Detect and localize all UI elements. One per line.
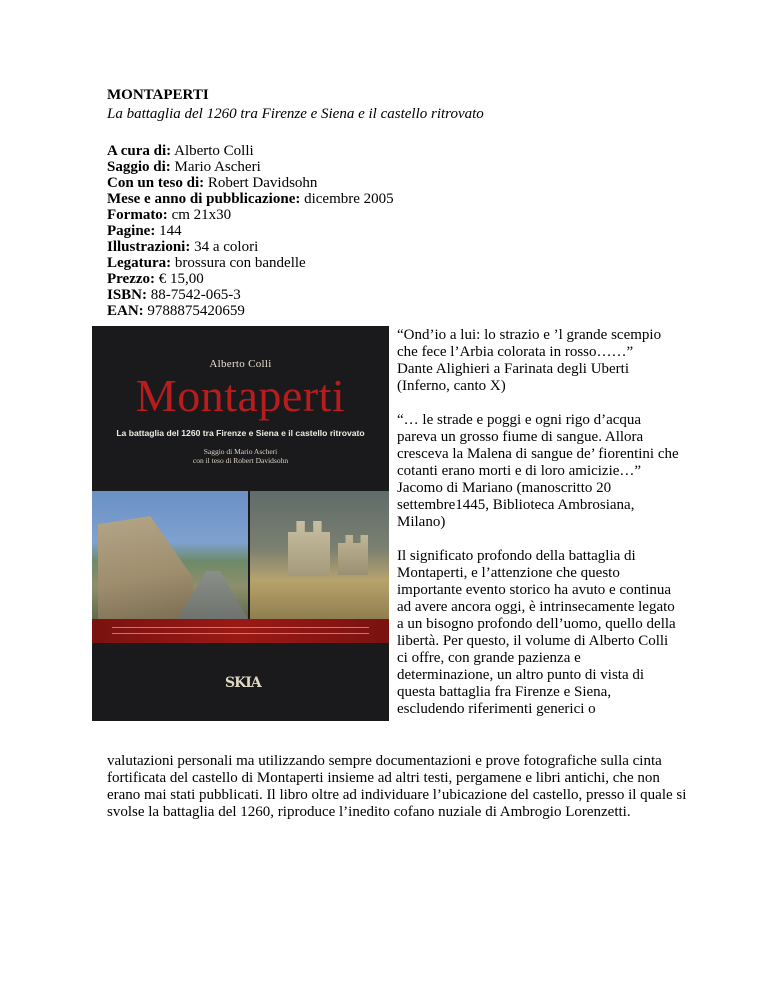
cover-credit-line: con il teso di Robert Davidsohn [192,456,289,465]
detail-row [107,191,394,207]
title-block [107,86,484,124]
detail-row [107,287,394,303]
detail-row [107,159,394,175]
cover-title: Montaperti [135,370,346,421]
detail-label: A cura di: [107,143,172,159]
cover-photo-wall [92,491,248,619]
castle-tower-shape [288,521,330,576]
detail-label: Illustrazioni: [107,239,191,255]
field-shape [250,579,389,619]
detail-row [107,255,394,271]
quote-source: Jacomo di Mariano (manoscritto 20 settembre1445, Biblioteca Ambrosiana, Milano) [397,480,635,530]
cover-credit-line: Saggio di Mario Ascheri [203,447,278,456]
detail-value: 9788875420659 [147,303,245,319]
detail-row [107,143,394,159]
book-cover-image [92,326,389,721]
cover-subtitle: La battaglia del 1260 tra Firenze e Siena e il castello ritrovato [116,428,365,438]
detail-label: Mese e anno di pubblicazione: [107,191,301,207]
detail-label: Pagine: [107,223,156,239]
quote-text: “… le strade e poggi e ogni rigo d’acqua pareva un grosso fiume di sangue. Allora cresceva la Malena di sangue de’ fiorentini che cotanti erano morti e di loro amicizie…” [397,412,679,479]
detail-row [107,175,394,191]
quote-text: “Ond’io a lui: lo strazio e ’l grande scempio che fece l’Arbia colorata in rosso……” [397,327,662,360]
detail-label: Formato: [107,207,168,223]
description-paragraph-start: Il significato profondo della battaglia di Montaperti, e l’attenzione che questo importante evento storico ha avuto e continua ad avere ancora oggi, è intrinsecamente legato a un bisogno profondo dell’uomo, quello della libertà. Per questo, il volume di Alberto Colli ci offre, con grande pazienza e determinazione, un altro punto di vista di questa battaglia fra Firenze e Siena, escludendo riferimenti generici o [397,548,676,717]
detail-value: Mario Ascheri [174,159,261,175]
detail-value: 144 [159,223,182,239]
quote-block [397,412,679,531]
detail-label: ISBN: [107,287,148,303]
band-text-line [112,627,369,628]
book-title: MONTAPERTI [107,87,209,103]
quote-block [397,327,679,395]
description-paragraph-end: valutazioni personali ma utilizzando sempre documentazioni e prove fotografiche sulla cinta fortificata del castello di Montaperti insieme ad altri testi, pergamene e libri antichi, che non erano mai stati pubblicati. Il libro oltre ad individuare l’ubicazione del castello, presso il quale si svolse la battaglia del 1260, riproduce l’inedito cofano nuziale di Ambrogio Lorenzetti. [107,753,687,820]
detail-row [107,271,394,287]
detail-value: 88-7542-065-3 [150,287,241,303]
detail-value: 34 a colori [194,239,259,255]
detail-value: Robert Davidsohn [207,175,318,191]
cover-red-band [92,619,389,643]
side-text-column [397,327,679,718]
fortified-wall-shape [98,516,193,619]
detail-value: brossura con bandelle [174,255,306,271]
castle-tower-shape [338,535,368,575]
detail-label: EAN: [107,303,144,319]
detail-value: Alberto Colli [174,143,254,159]
cover-author: Alberto Colli [209,358,272,370]
detail-label: Saggio di: [107,159,171,175]
detail-row [107,239,394,255]
publisher-logo: SKIA [225,675,261,691]
band-text-line [112,633,369,634]
book-details [107,143,394,319]
detail-value: dicembre 2005 [304,191,394,207]
detail-row [107,303,394,319]
detail-label: Prezzo: [107,271,156,287]
quote-source: Dante Alighieri a Farinata degli Uberti (Inferno, canto X) [397,361,630,394]
cover-painting-castle [250,491,389,619]
cover-credits [92,447,389,465]
detail-label: Legatura: [107,255,172,271]
detail-row [107,223,394,239]
detail-label: Con un teso di: [107,175,205,191]
detail-value: cm 21x30 [171,207,232,223]
detail-row [107,207,394,223]
detail-value: € 15,00 [158,271,204,287]
book-subtitle: La battaglia del 1260 tra Firenze e Siena e il castello ritrovato [107,106,484,122]
